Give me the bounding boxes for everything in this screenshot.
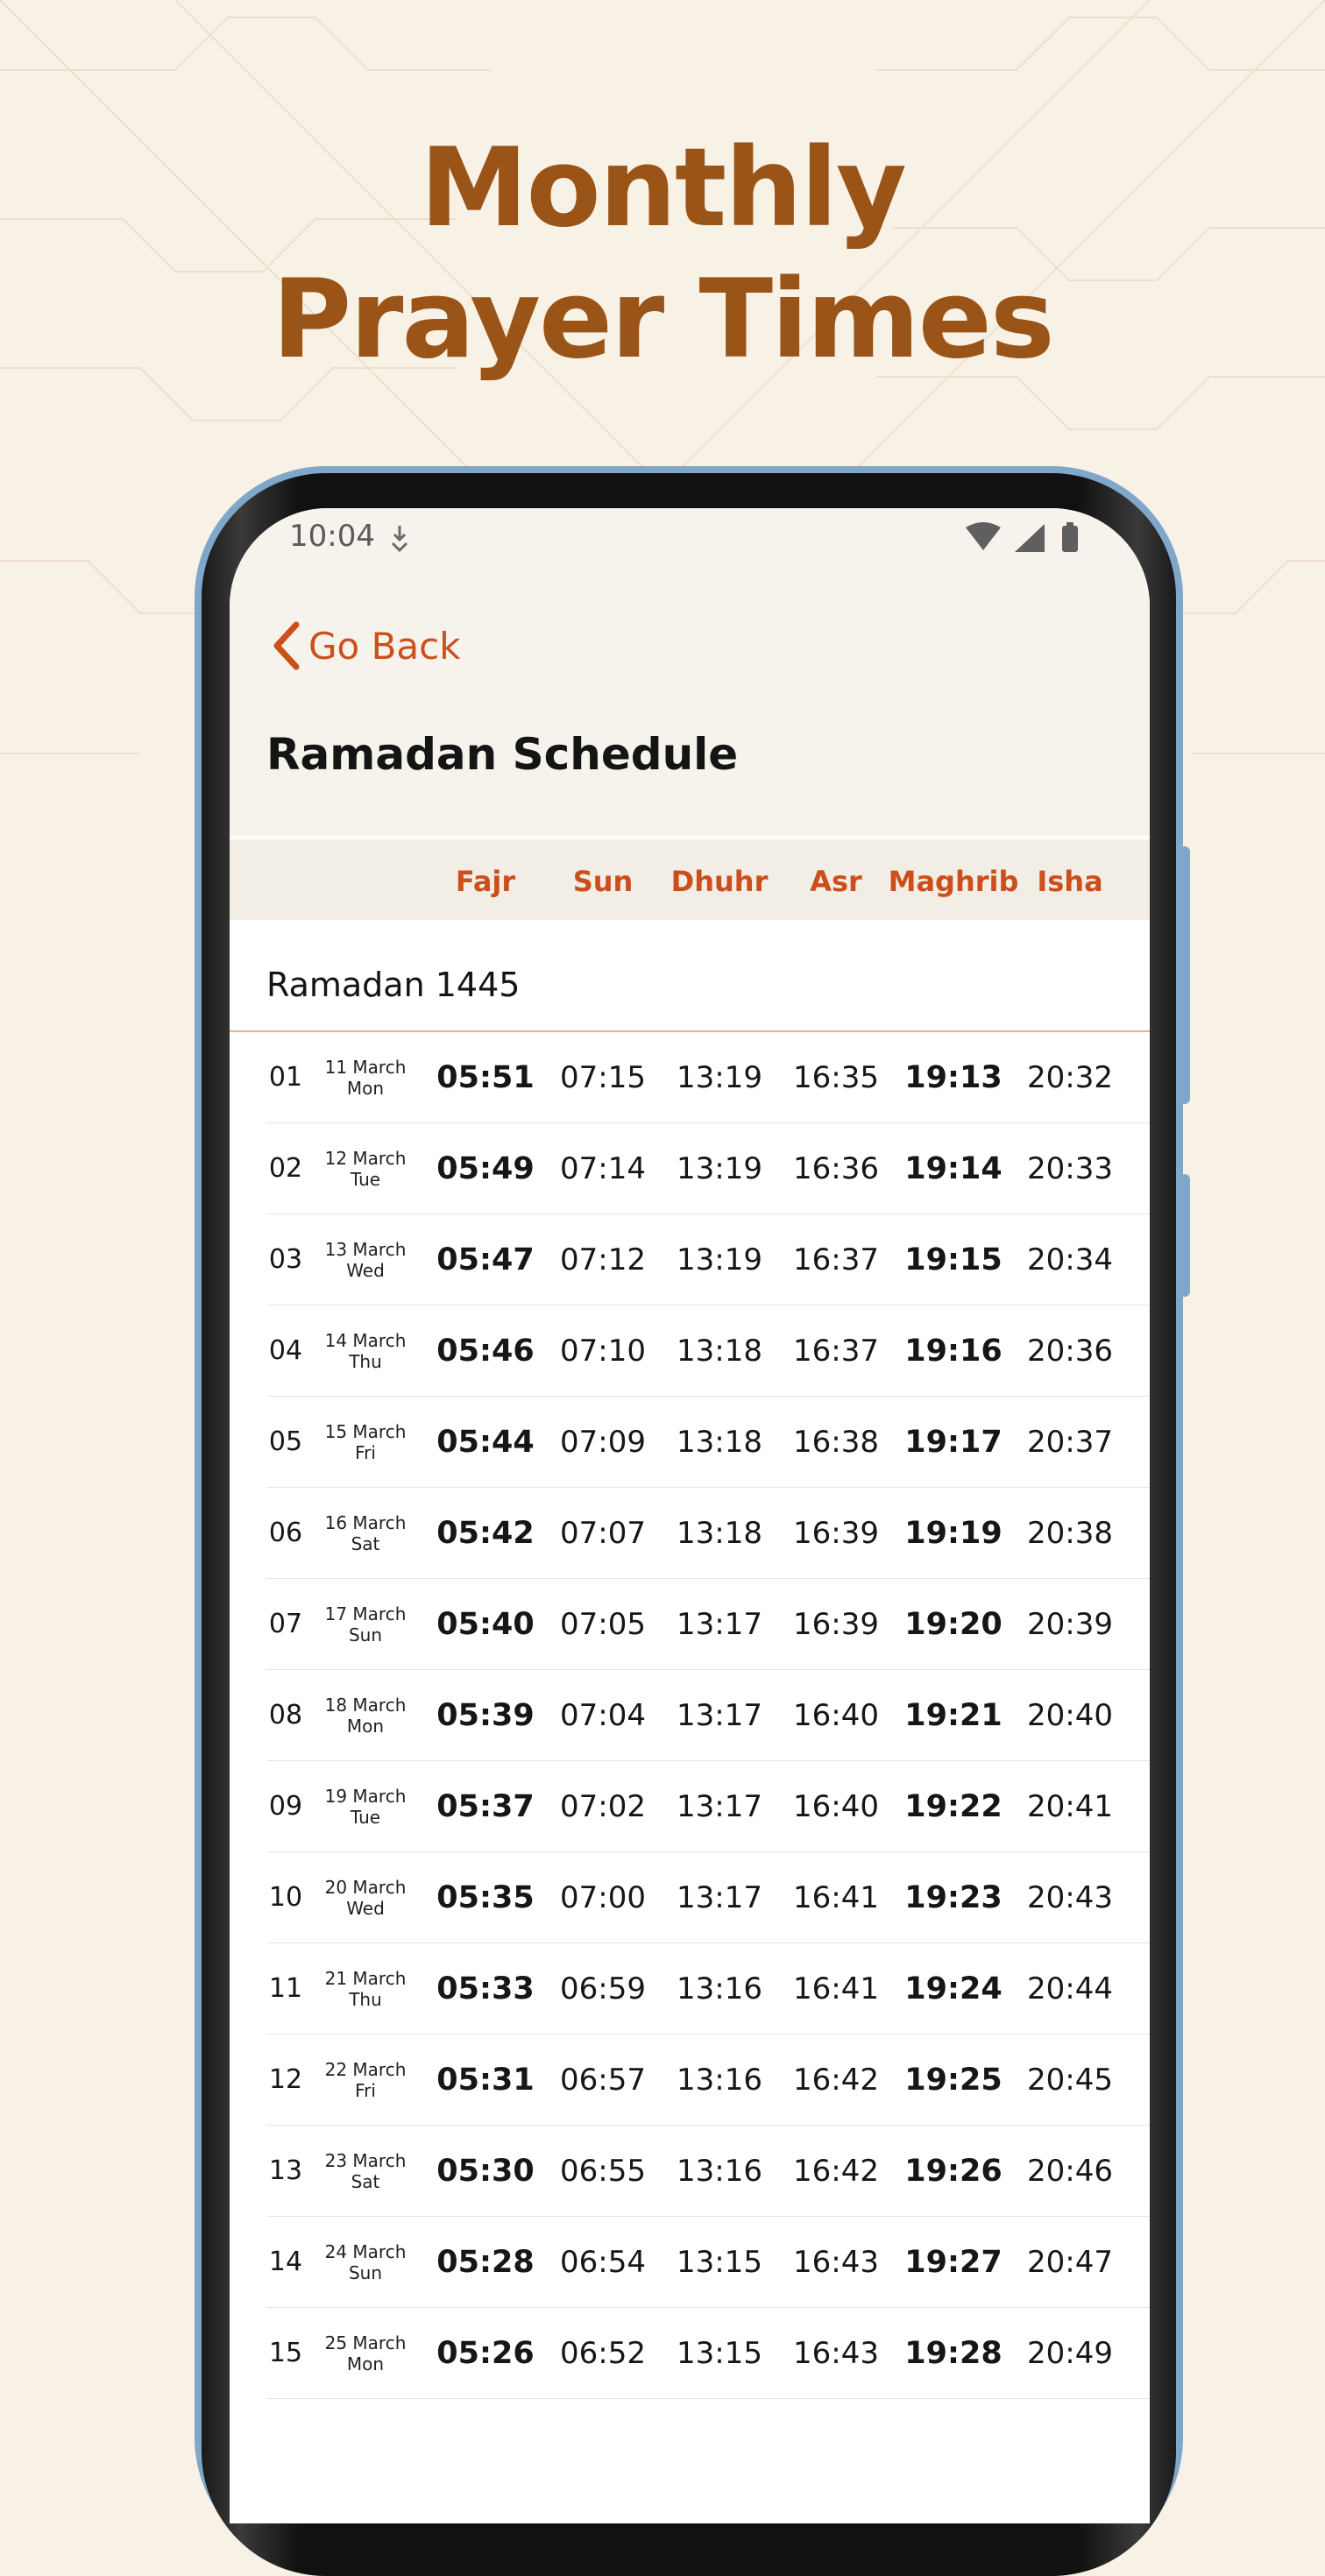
table-row (230, 1761, 1150, 1852)
table-row (230, 1032, 1150, 1123)
isha-time: 20:43 (1027, 1880, 1113, 1915)
sunrise-time: 06:54 (560, 2245, 646, 2280)
sunrise-time: 07:12 (560, 1242, 646, 1277)
go-back-button[interactable] (270, 615, 461, 676)
asr-time: 16:41 (793, 1880, 879, 1915)
fajr-time: 05:49 (436, 1151, 535, 1186)
status-time: 10:04 (289, 519, 375, 554)
date-label: 17 March (324, 1603, 407, 1624)
page-title: Ramadan Schedule (266, 729, 739, 780)
asr-time: 16:36 (793, 1151, 879, 1186)
phone-screen (230, 508, 1150, 2523)
date-label: 23 March (324, 2150, 407, 2171)
dhuhr-time: 13:17 (677, 1698, 762, 1733)
maghrib-time: 19:20 (904, 1607, 1003, 1642)
fajr-time: 05:44 (436, 1425, 535, 1460)
battery-icon (1062, 526, 1078, 552)
isha-time: 20:45 (1027, 2063, 1113, 2098)
headline-line-1: Monthly (420, 125, 905, 251)
weekday-label: Wed (346, 1260, 385, 1281)
table-row (230, 1397, 1150, 1488)
isha-time: 20:44 (1027, 1971, 1113, 2006)
weekday-label: Tue (350, 1807, 381, 1828)
go-back-label: Go Back (308, 624, 461, 668)
maghrib-time: 19:27 (904, 2245, 1003, 2280)
chevron-left-icon (270, 621, 303, 670)
table-row (230, 1579, 1150, 1670)
maghrib-time: 19:16 (904, 1334, 1003, 1369)
fajr-time: 05:31 (436, 2063, 535, 2098)
day-number: 13 (268, 2155, 303, 2186)
gregorian-date (325, 1057, 407, 1099)
weekday-label: Tue (350, 1169, 381, 1190)
isha-time: 20:41 (1027, 1789, 1113, 1824)
asr-time: 16:38 (793, 1425, 879, 1460)
isha-time: 20:33 (1027, 1151, 1113, 1186)
fajr-time: 05:40 (436, 1607, 535, 1642)
dhuhr-time: 13:19 (677, 1242, 762, 1277)
day-number: 10 (268, 1882, 303, 1913)
maghrib-time: 19:26 (904, 2154, 1003, 2189)
gregorian-date (325, 1603, 407, 1645)
isha-time: 20:46 (1027, 2154, 1113, 2189)
day-number: 12 (268, 2064, 303, 2095)
dhuhr-time: 13:16 (677, 1971, 762, 2006)
date-label: 16 March (324, 1512, 407, 1533)
table-row (230, 1123, 1150, 1214)
weekday-label: Wed (346, 1898, 385, 1919)
table-row (230, 1943, 1150, 2035)
column-header-isha: Isha (1037, 865, 1103, 898)
isha-time: 20:34 (1027, 1242, 1113, 1277)
maghrib-time: 19:25 (904, 2063, 1003, 2098)
date-label: 24 March (324, 2241, 407, 2262)
maghrib-time: 19:13 (904, 1060, 1003, 1095)
dhuhr-time: 13:18 (677, 1334, 762, 1369)
isha-time: 20:36 (1027, 1334, 1113, 1369)
day-number: 11 (268, 1973, 303, 2004)
schedule-table (230, 920, 1150, 2523)
dhuhr-time: 13:15 (677, 2245, 762, 2280)
fajr-time: 05:37 (436, 1789, 535, 1824)
fajr-time: 05:26 (436, 2336, 535, 2371)
download-icon (387, 524, 412, 552)
sunrise-time: 07:14 (560, 1151, 646, 1186)
date-label: 12 March (324, 1148, 407, 1169)
table-row (230, 2035, 1150, 2126)
dhuhr-time: 13:19 (677, 1151, 762, 1186)
asr-time: 16:43 (793, 2336, 879, 2371)
weekday-label: Mon (346, 2353, 385, 2374)
column-header-row (230, 836, 1150, 924)
maghrib-time: 19:14 (904, 1151, 1003, 1186)
weekday-label: Fri (355, 1442, 376, 1463)
sunrise-time: 07:04 (560, 1698, 646, 1733)
date-label: 13 March (324, 1239, 407, 1260)
weekday-label: Mon (346, 1716, 385, 1737)
dhuhr-time: 13:15 (677, 2336, 762, 2371)
wifi-icon (966, 522, 1001, 550)
gregorian-date (325, 1421, 407, 1463)
gregorian-date (325, 1968, 407, 2010)
signal-icon (1015, 524, 1045, 552)
asr-time: 16:42 (793, 2063, 879, 2098)
date-label: 15 March (324, 1421, 407, 1442)
date-label: 21 March (324, 1968, 407, 1989)
dhuhr-time: 13:16 (677, 2063, 762, 2098)
table-row (230, 1670, 1150, 1761)
date-label: 20 March (324, 1877, 407, 1898)
status-bar (230, 508, 1150, 605)
column-header-asr: Asr (810, 865, 862, 898)
day-number: 01 (268, 1062, 303, 1093)
table-row (230, 2308, 1150, 2399)
status-icons (964, 520, 1095, 556)
phone-side-button (1180, 846, 1190, 1104)
maghrib-time: 19:22 (904, 1789, 1003, 1824)
weekday-label: Sun (348, 1624, 383, 1645)
dhuhr-time: 13:18 (677, 1516, 762, 1551)
asr-time: 16:41 (793, 1971, 879, 2006)
column-header-maghrib: Maghrib (888, 865, 1019, 898)
column-header-dhuhr: Dhuhr (670, 865, 769, 898)
isha-time: 20:32 (1027, 1060, 1113, 1095)
dhuhr-time: 13:17 (677, 1789, 762, 1824)
date-label: 18 March (324, 1695, 407, 1716)
fajr-time: 05:35 (436, 1880, 535, 1915)
gregorian-date (325, 1877, 407, 1919)
weekday-label: Sat (351, 2171, 380, 2192)
table-row (230, 1306, 1150, 1397)
date-label: 22 March (324, 2059, 407, 2080)
day-number: 02 (268, 1153, 303, 1184)
sunrise-time: 07:05 (560, 1607, 646, 1642)
maghrib-time: 19:23 (904, 1880, 1003, 1915)
dhuhr-time: 13:18 (677, 1425, 762, 1460)
day-number: 05 (268, 1426, 303, 1457)
fajr-time: 05:39 (436, 1698, 535, 1733)
sunrise-time: 07:07 (560, 1516, 646, 1551)
day-number: 06 (268, 1518, 303, 1548)
date-label: 14 March (324, 1330, 407, 1351)
fajr-time: 05:28 (436, 2245, 535, 2280)
weekday-label: Mon (346, 1078, 385, 1099)
isha-time: 20:40 (1027, 1698, 1113, 1733)
gregorian-date (325, 2059, 407, 2101)
sunrise-time: 07:15 (560, 1060, 646, 1095)
weekday-label: Thu (349, 1351, 382, 1372)
asr-time: 16:37 (793, 1242, 879, 1277)
fajr-time: 05:46 (436, 1334, 535, 1369)
asr-time: 16:40 (793, 1789, 879, 1824)
table-row (230, 1488, 1150, 1579)
gregorian-date (325, 1330, 407, 1372)
table-row (230, 1214, 1150, 1306)
table-row (230, 2126, 1150, 2217)
sunrise-time: 06:52 (560, 2336, 646, 2371)
gregorian-date (325, 2150, 407, 2192)
sunrise-time: 06:59 (560, 1971, 646, 2006)
day-number: 03 (268, 1244, 303, 1275)
fajr-time: 05:51 (436, 1060, 535, 1095)
isha-time: 20:47 (1027, 2245, 1113, 2280)
sunrise-time: 07:00 (560, 1880, 646, 1915)
section-title: Ramadan 1445 (266, 966, 521, 1004)
gregorian-date (325, 2332, 407, 2374)
day-number: 04 (268, 1335, 303, 1366)
maghrib-time: 19:15 (904, 1242, 1003, 1277)
table-row (230, 1852, 1150, 1943)
asr-time: 16:42 (793, 2154, 879, 2189)
gregorian-date (325, 1786, 407, 1828)
day-number: 15 (268, 2338, 303, 2368)
date-label: 25 March (324, 2332, 407, 2353)
table-row (230, 2217, 1150, 2308)
asr-time: 16:39 (793, 1607, 879, 1642)
dhuhr-time: 13:19 (677, 1060, 762, 1095)
dhuhr-time: 13:17 (677, 1880, 762, 1915)
asr-time: 16:37 (793, 1334, 879, 1369)
sunrise-time: 06:57 (560, 2063, 646, 2098)
maghrib-time: 19:28 (904, 2336, 1003, 2371)
gregorian-date (325, 1695, 407, 1737)
day-number: 14 (268, 2247, 303, 2277)
asr-time: 16:40 (793, 1698, 879, 1733)
column-header-fajr: Fajr (455, 865, 516, 898)
weekday-label: Thu (349, 1989, 382, 2010)
maghrib-time: 19:19 (904, 1516, 1003, 1551)
gregorian-date (325, 1148, 407, 1190)
sunrise-time: 07:10 (560, 1334, 646, 1369)
dhuhr-time: 13:17 (677, 1607, 762, 1642)
day-number: 09 (268, 1791, 303, 1822)
phone-side-button (1180, 1174, 1190, 1297)
asr-time: 16:35 (793, 1060, 879, 1095)
maghrib-time: 19:17 (904, 1425, 1003, 1460)
dhuhr-time: 13:16 (677, 2154, 762, 2189)
maghrib-time: 19:24 (904, 1971, 1003, 2006)
weekday-label: Fri (355, 2080, 376, 2101)
fajr-time: 05:47 (436, 1242, 535, 1277)
isha-time: 20:39 (1027, 1607, 1113, 1642)
asr-time: 16:39 (793, 1516, 879, 1551)
date-label: 11 March (324, 1057, 407, 1078)
isha-time: 20:49 (1027, 2336, 1113, 2371)
maghrib-time: 19:21 (904, 1698, 1003, 1733)
headline (0, 123, 1325, 386)
sunrise-time: 06:55 (560, 2154, 646, 2189)
day-number: 08 (268, 1700, 303, 1730)
sunrise-time: 07:09 (560, 1425, 646, 1460)
fajr-time: 05:42 (436, 1516, 535, 1551)
date-label: 19 March (324, 1786, 407, 1807)
gregorian-date (325, 1512, 407, 1554)
isha-time: 20:38 (1027, 1516, 1113, 1551)
day-number: 07 (268, 1609, 303, 1639)
headline-line-2: Prayer Times (272, 257, 1053, 383)
column-header-sun: Sun (572, 865, 634, 898)
gregorian-date (325, 1239, 407, 1281)
fajr-time: 05:33 (436, 1971, 535, 2006)
row-divider (266, 2398, 1150, 2399)
asr-time: 16:43 (793, 2245, 879, 2280)
weekday-label: Sun (348, 2262, 383, 2283)
isha-time: 20:37 (1027, 1425, 1113, 1460)
fajr-time: 05:30 (436, 2154, 535, 2189)
weekday-label: Sat (351, 1533, 380, 1554)
sunrise-time: 07:02 (560, 1789, 646, 1824)
gregorian-date (325, 2241, 407, 2283)
